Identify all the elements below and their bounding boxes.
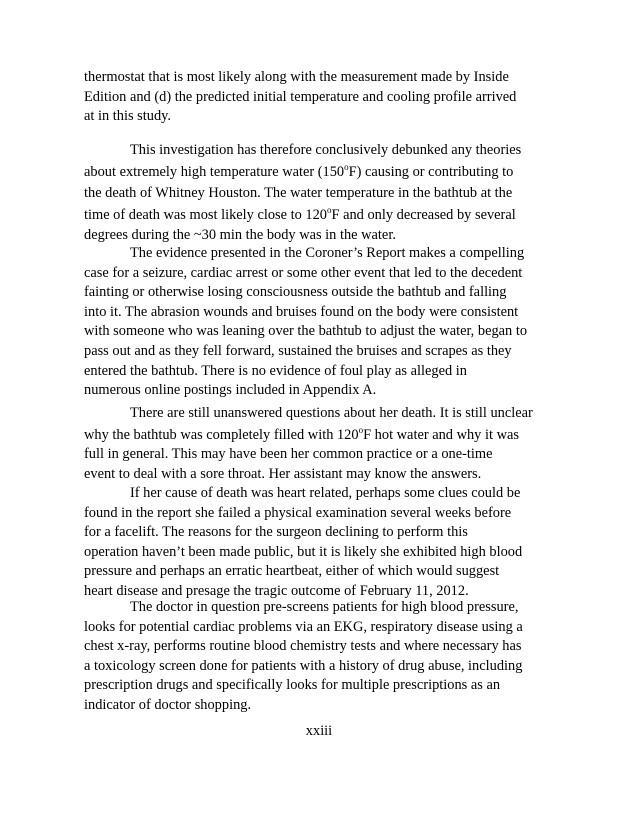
paragraph-line: found in the report she failed a physical examination several weeks before <box>84 504 512 521</box>
paragraph-line: heart disease and presage the tragic outcome of February 11, 2012. <box>84 582 469 599</box>
text-segment: why the bathtub was completely filled with 120 <box>84 426 359 443</box>
text-segment: time of death was most likely close to 120 <box>84 206 327 223</box>
paragraph-line: the death of Whitney Houston. The water temperature in the bathtub at the <box>84 185 513 202</box>
paragraph-2 <box>84 141 562 246</box>
paragraph-line: pressure and perhaps an erratic heartbeat, either of which would suggest <box>84 563 500 580</box>
paragraph-line: The doctor in question pre-screens patients for high blood pressure, <box>130 599 519 615</box>
paragraph-line: event to deal with a sore throat. Her assistant may know the answers. <box>84 465 482 482</box>
paragraph-line: entered the bathtub. There is no evidence of foul play as alleged in <box>84 362 467 379</box>
paragraph-3 <box>84 244 562 401</box>
paragraph-line: numerous online postings included in Appendix A. <box>84 382 377 399</box>
paragraph-line: at in this study. <box>84 108 172 125</box>
paragraph-line: with someone who was leaning over the bathtub to adjust the water, began to <box>84 323 528 340</box>
text-segment: about extremely high temperature water (150 <box>84 163 345 180</box>
paragraph-line <box>84 163 562 183</box>
paragraph-line: There are still unanswered questions about her death. It is still unclear <box>130 405 533 421</box>
text-segment: F hot water and why it was <box>363 426 519 443</box>
paragraph-line: indicator of doctor shopping. <box>84 696 252 713</box>
paragraph-5 <box>84 484 562 602</box>
paragraph-line: chest x-ray, performs routine blood chemistry tests and where necessary has <box>84 638 522 655</box>
degree-mark: o <box>358 424 364 435</box>
paragraph-line: This investigation has therefore conclusively debunked any theories <box>130 142 522 158</box>
paragraph-line: case for a seizure, cardiac arrest or some other event that led to the decedent <box>84 264 523 281</box>
text-segment: F and only decreased by several <box>331 206 516 223</box>
paragraph-line: Edition and (d) the predicted initial temperature and cooling profile arrived <box>84 88 517 105</box>
text-segment: F) causing or contributing to <box>348 163 514 180</box>
paragraph-line: pass out and as they fell forward, sustained the bruises and scrapes as they <box>84 342 512 359</box>
paragraph-line: operation haven’t been made public, but it is likely she exhibited high blood <box>84 543 523 560</box>
paragraph-line: looks for potential cardiac problems via an EKG, respiratory disease using a <box>84 618 523 635</box>
paragraph-1 <box>84 68 562 127</box>
paragraph-line: full in general. This may have been her common practice or a one-time <box>84 446 493 463</box>
paragraph-line: into it. The abrasion wounds and bruises found on the body were consistent <box>84 303 519 320</box>
paragraph-line: for a facelift. The reasons for the surgeon declining to perform this <box>84 524 468 541</box>
paragraph-line: If her cause of death was heart related, perhaps some clues could be <box>130 485 521 501</box>
degree-mark: o <box>344 161 349 172</box>
degree-mark: o <box>327 204 332 215</box>
paragraph-line: thermostat that is most likely along with the measurement made by Inside <box>84 69 509 85</box>
paragraph-line: a toxicology screen done for patients with a history of drug abuse, including <box>84 657 523 674</box>
page-number: xxiii <box>305 723 333 739</box>
paragraph-line: prescription drugs and specifically looks for multiple prescriptions as an <box>84 677 501 694</box>
paragraph-line: The evidence presented in the Coroner’s Report makes a compelling <box>130 245 525 261</box>
paragraph-4 <box>84 404 562 484</box>
paragraph-line: fainting or otherwise losing consciousness outside the bathtub and falling <box>84 284 507 301</box>
paragraph-line: degrees during the ~30 min the body was in the water. <box>84 227 396 244</box>
paragraph-6 <box>84 598 562 716</box>
paragraph-line <box>84 426 562 446</box>
paragraph-line <box>84 206 562 226</box>
